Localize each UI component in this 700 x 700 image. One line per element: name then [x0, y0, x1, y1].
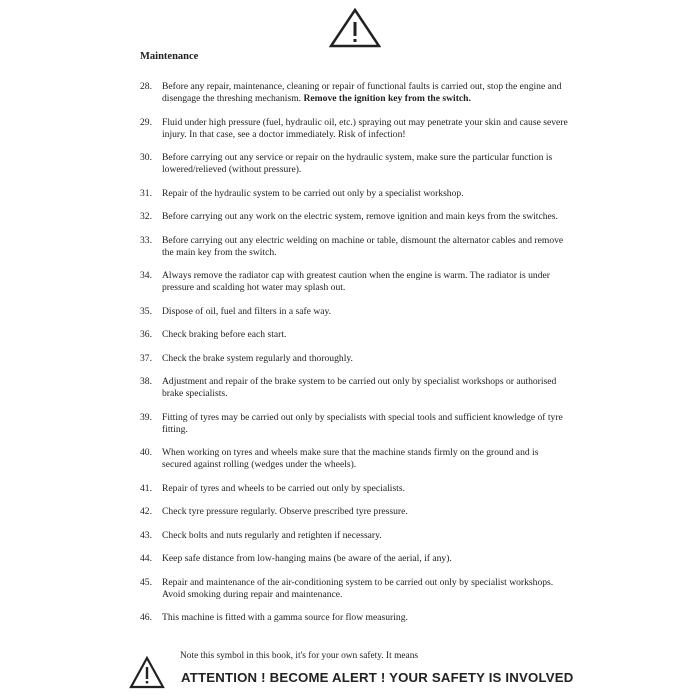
item-emphasis: Remove the ignition key from the switch. — [303, 93, 471, 104]
item-number: 40. — [140, 447, 152, 458]
list-item — [140, 211, 570, 223]
item-text-body: Check braking before each start. — [162, 329, 287, 340]
list-item — [140, 329, 570, 341]
maintenance-list — [140, 81, 570, 636]
item-number: 36. — [140, 329, 152, 340]
item-number: 43. — [140, 529, 152, 541]
attention-banner: ATTENTION ! BECOME ALERT ! YOUR SAFETY IS INVOLVED — [181, 670, 574, 685]
item-text — [162, 553, 570, 565]
item-text-body: This machine is fitted with a gamma source for flow measuring. — [162, 612, 408, 623]
item-text-body: Dispose of oil, fuel and filters in a safe way. — [162, 305, 332, 317]
item-text-body: Repair of the hydraulic system to be carried out only by a specialist workshop. — [162, 187, 464, 199]
item-text-body: Fitting of tyres may be carried out only by specialists with special tools and sufficient knowledge of tyre fitting. — [162, 411, 563, 435]
item-text — [162, 117, 570, 141]
item-text — [162, 376, 570, 400]
item-text — [162, 81, 570, 105]
item-text-body: Keep safe distance from low-hanging mains (be aware of the aerial, if any). — [162, 553, 452, 564]
item-number: 30. — [140, 152, 152, 163]
list-item — [140, 81, 570, 105]
item-number: 33. — [140, 234, 152, 246]
item-number: 32. — [140, 211, 152, 222]
item-number: 37. — [140, 352, 152, 364]
item-text-body: Check bolts and nuts regularly and retighten if necessary. — [162, 529, 382, 541]
item-text — [162, 530, 570, 542]
list-item — [140, 506, 570, 518]
item-number: 29. — [140, 116, 152, 128]
item-text-body: Adjustment and repair of the brake system to be carried out only by specialist workshops or authorised brake specialists. — [162, 376, 557, 399]
item-number: 34. — [140, 270, 152, 281]
item-text — [162, 152, 570, 176]
item-text — [162, 329, 570, 341]
list-item — [140, 353, 570, 365]
item-text-body: Before carrying out any service or repair on the hydraulic system, make sure the particular function is lowered/relieved (without pressure). — [162, 152, 553, 175]
item-text-body: Always remove the radiator cap with greatest caution when the engine is warm. The radiator is under pressure and scalding hot water may splash out. — [162, 270, 550, 293]
warning-triangle-icon — [329, 8, 381, 48]
item-text-body: Check the brake system regularly and thoroughly. — [162, 352, 353, 364]
item-text-body: Fluid under high pressure (fuel, hydraulic oil, etc.) spraying out may penetrate your skin and cause severe injury. In that case, see a doctor immediately. Risk of infection! — [162, 116, 568, 140]
item-number: 38. — [140, 376, 152, 387]
item-text — [162, 577, 570, 601]
list-item — [140, 152, 570, 176]
item-text-body: Before any repair, maintenance, cleaning or repair of functional faults is carried out, stop the engine and disengage the threshing mechanism. — [162, 81, 562, 104]
list-item — [140, 235, 570, 259]
item-text — [162, 211, 570, 223]
item-text-body: When working on tyres and wheels make sure that the machine stands firmly on the ground and is secured against rolling (wedges under the wheels). — [162, 447, 539, 470]
item-number: 42. — [140, 506, 152, 517]
item-text — [162, 270, 570, 294]
list-item — [140, 612, 570, 624]
list-item — [140, 447, 570, 471]
symbol-note: Note this symbol in this book, it's for your own safety. It means — [180, 651, 419, 661]
item-text-body: Repair of tyres and wheels to be carried out only by specialists. — [162, 482, 405, 494]
item-text — [162, 306, 570, 318]
list-item — [140, 306, 570, 318]
item-text-body: Before carrying out any work on the electric system, remove ignition and main keys from the switches. — [162, 211, 558, 222]
item-text — [162, 506, 570, 518]
item-text — [162, 447, 570, 471]
item-text — [162, 612, 570, 624]
list-item — [140, 117, 570, 141]
item-number: 41. — [140, 482, 152, 494]
item-text — [162, 483, 570, 495]
item-number: 45. — [140, 576, 152, 588]
list-item — [140, 188, 570, 200]
list-item — [140, 577, 570, 601]
item-number: 44. — [140, 553, 152, 564]
item-text — [162, 235, 570, 259]
item-number: 28. — [140, 81, 152, 92]
item-number: 31. — [140, 187, 152, 199]
section-title: Maintenance — [140, 51, 199, 62]
item-text-body: Before carrying out any electric welding on machine or table, dismount the alternator cables and remove the main key from the switch. — [162, 234, 564, 258]
item-text-body: Repair and maintenance of the air-conditioning system to be carried out only by specialist workshops. Avoid smoking during repair and maintenance. — [162, 576, 554, 600]
list-item — [140, 553, 570, 565]
list-item — [140, 270, 570, 294]
item-number: 46. — [140, 612, 152, 623]
item-text — [162, 412, 570, 436]
item-text-body: Check tyre pressure regularly. Observe prescribed tyre pressure. — [162, 506, 408, 517]
item-text — [162, 188, 570, 200]
item-number: 35. — [140, 305, 152, 317]
item-number: 39. — [140, 411, 152, 423]
warning-triangle-icon — [129, 656, 165, 689]
list-item — [140, 376, 570, 400]
list-item — [140, 412, 570, 436]
list-item — [140, 483, 570, 495]
list-item — [140, 530, 570, 542]
item-text — [162, 353, 570, 365]
